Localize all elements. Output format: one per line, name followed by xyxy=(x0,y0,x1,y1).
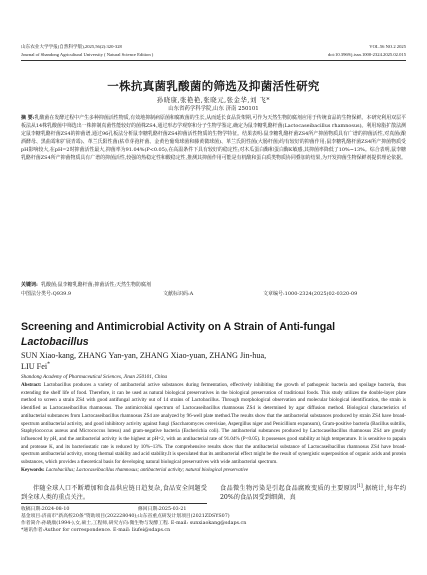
keywords-en-text: Lactobacillus; Lactocaseibacillus rhamnosus; antibacterial activity; natural biological preservative xyxy=(45,467,249,473)
body-right-text: 食品微生物污染是引起食品腐败变质的主要原因 xyxy=(220,485,357,492)
keywords-cn-text: 乳酸菌;鼠李糖乳酪杆菌;抑菌活性;天然生物防腐剂 xyxy=(41,282,152,288)
abstract-cn-text: 乳酸菌在发酵过程中产生多种抑菌活性物质,有效地抑制病原菌和腐败菌的生长,从而延长食品货架期,可作为天然生物防腐剂应用于传统食品的生物保鲜。本研究利用双层平板法从14株乳酸菌中筛选出一株抑制真菌性能较好的菌株ZS4,通过形态学观察和分子生物学鉴定,确定为鼠李糖乳酪杆菌(Lactocaseibacillus rhamnosus)。利用琼脂扩散法测定鼠李糖乳酪杆菌ZS4的抑菌谱,通过96孔板法分析鼠李糖乳酪杆菌ZS4抑菌活性物质的生物学特征。结果表明:鼠李糖乳酪杆菌ZS4所产抑菌物质具有广谱的抑菌活性,对真菌(酿酒酵母、黑曲霉和扩展青霉)、革兰氏阳性菌(枯草芽孢杆菌、金黄色葡萄球菌和藤黄微球菌)、革兰氏阴性菌(大肠杆菌)均有较好的抑菌作用;鼠李糖乳酪杆菌ZS4所产抑菌物质受pH影响较大,在pH=2时抑菌活性最大,抑菌率为91.04%(P<0.05),在高温条件下具有较好的稳定性;对木瓜蛋白酶和蛋白酶K敏感,其抑菌率降低了10%~13%。综合表明,鼠李糖乳酪杆菌ZS4所产抑菌物质具有广谱的抑菌活性,较强的热稳定性和酸稳定性,推测其抑菌作用可能是有机酸和蛋白质类物质协同叠加的结果,为开发抑菌生物保鲜剂提供理论依据。 xyxy=(21,115,407,161)
footnote-corresponding: *通讯作者:Author for correspondence. E-mail: liufei@sdaps.cn xyxy=(21,528,171,533)
journal-name-en: Journal of Shandong Agricultural University ( Natural Science Edition ) xyxy=(21,52,154,57)
authors-en xyxy=(21,350,406,373)
title-en xyxy=(21,320,406,349)
body-left-column: 伴随全球人口不断增加和食品供应链日趋复杂,食品安全问题受到全球人类的重点关注。 xyxy=(21,485,207,502)
volume-info: VOL.56 NO.2 2025 xyxy=(369,44,406,49)
journal-citation-cn: 山东农业大学学报(自然科学版),2025,56(2):320-328 xyxy=(21,44,122,49)
keywords-cn-label: 关键词: xyxy=(21,282,38,288)
keywords-en-label: Keywords: xyxy=(21,467,45,473)
corresponding-mark: * xyxy=(47,361,51,368)
body-right-column xyxy=(220,484,406,503)
article-number: 文章编号:1000-2324(2025)02-0320-09 xyxy=(263,291,358,297)
title-en-italic: Lactobacillus xyxy=(21,335,89,348)
abstract-cn-label: 摘 要: xyxy=(21,115,35,121)
keywords-cn xyxy=(21,281,406,289)
authors-en-line2: LIU Fei xyxy=(21,362,48,372)
affiliation-en: Shandong Academy of Pharmaceutical Sciences, Jinan 250101, China xyxy=(21,374,168,380)
abstract-en-text: Lactobacillus produces a variety of antibacterial active substances during fermentation, effectively inhibiting the growth of pathogenic bacteria and spoilage bacteria, thus extending the shelf life of food. Therefore, it can be used as natural biological preservatives in the biological preservation of traditional foods. This study utilizes the double-layer plate method to screen a strain ZS4 with good antifungal activity out of 14 strains of Lactobacillus. Through morphological observation and molecular biological identification, the strain is identified as Lactocaseibacillus rhamnosus. The antimicrobial spectrum of Lactocaseibacillus rhamnosus ZS4 is determined by agar diffusion method. Biological characteristics of antibacterial substances from Lactocaseibacillus rhamnosus ZS4 are analyzed by 96-well plate method.The results show that the antibacterial substances produced by strain ZS4 have broad-spectrum antibacterial activity, and good inhibitory activity against fungi (Saccharomyces cerevisiae, Aspergillus niger and Penicillium expansum), Gram-positive bacteria (Bacillus subtilis, Staphylococcus aureus and Micrococcus luteus) and gram-negative bacteria (Escherichia coli). The antibacterial substances produced by Lactocaseibacillus rhamnosus ZS4 are greatly influenced by pH, and the antibacterial activity is the highest at pH=2, with an antibacterial rate of 91.04% (P<0.05). It possesses good stability at high temperature. It is sensitive to papain and protease K, and its bacteriostatic rate is reduced by 10%~13%. The comprehensive results show that the antibacterial substance of Lactocaseibacillus rhamnosus ZS4 have broad-spectrum antibacterial activity, strong thermal stability and acid stability.It is speculated that its antibacterial effect might be the result of synergistic superposition of organic acids and protein substances, which provides a theoretical basis for developing natural biological preservatives with wide antibacterial spectrum. xyxy=(21,382,406,466)
body-right-tail: ,据统计,每年约20%的食品因受到细菌、真 xyxy=(220,485,407,502)
authors-en-line1: SUN Xiao-kang, ZHANG Yan-yan, ZHANG Xiao-yuan, ZHANG Jin-hua, xyxy=(21,351,267,360)
abstract-en-label: Abstract: xyxy=(21,382,42,388)
authors-cn: 孙晓康,张艳艳,张晓元,张金华,刘 飞* xyxy=(156,97,271,104)
abstract-en xyxy=(21,382,406,467)
title-cn: 一株抗真菌乳酸菌的筛选及抑菌活性研究 xyxy=(107,79,320,93)
revised-date: 修回日期:2025-03-21 xyxy=(138,507,187,512)
classification-row xyxy=(21,290,406,298)
footnote-rule xyxy=(21,503,207,504)
keywords-en xyxy=(21,467,406,475)
received-date: 收稿日期:2024-08-10 xyxy=(21,507,70,512)
abstract-cn xyxy=(21,115,406,162)
citation-ref: [1] xyxy=(356,483,363,489)
title-en-main: Screening and Antimicrobial Activity on A Strain of Anti-fungal xyxy=(21,321,336,333)
document-code: 文献标识码:A xyxy=(163,291,194,297)
footnote-fund: 基金项目:济南市"新高校20条"资助项目(202228040);山东省重点研发计划项目(2021ZDSYS07) xyxy=(21,514,230,519)
header-rule xyxy=(21,60,406,61)
doi[interactable]: doi:10.3969/j.issn.1000-2324.2025.02.015 xyxy=(327,52,406,57)
affiliation-cn: 山东省药学科学院,山东 济南 250101 xyxy=(168,106,259,112)
footnote-bio: 作者简介:孙晓康(1994-),女,硕士,工程师,研究方向:微生物与发酵工程. E-mail: sunxiaokang@sdaps.cn xyxy=(21,521,247,526)
footnote-dates xyxy=(21,507,406,514)
clc-number: 中图法分类号:Q939.9 xyxy=(21,291,72,297)
